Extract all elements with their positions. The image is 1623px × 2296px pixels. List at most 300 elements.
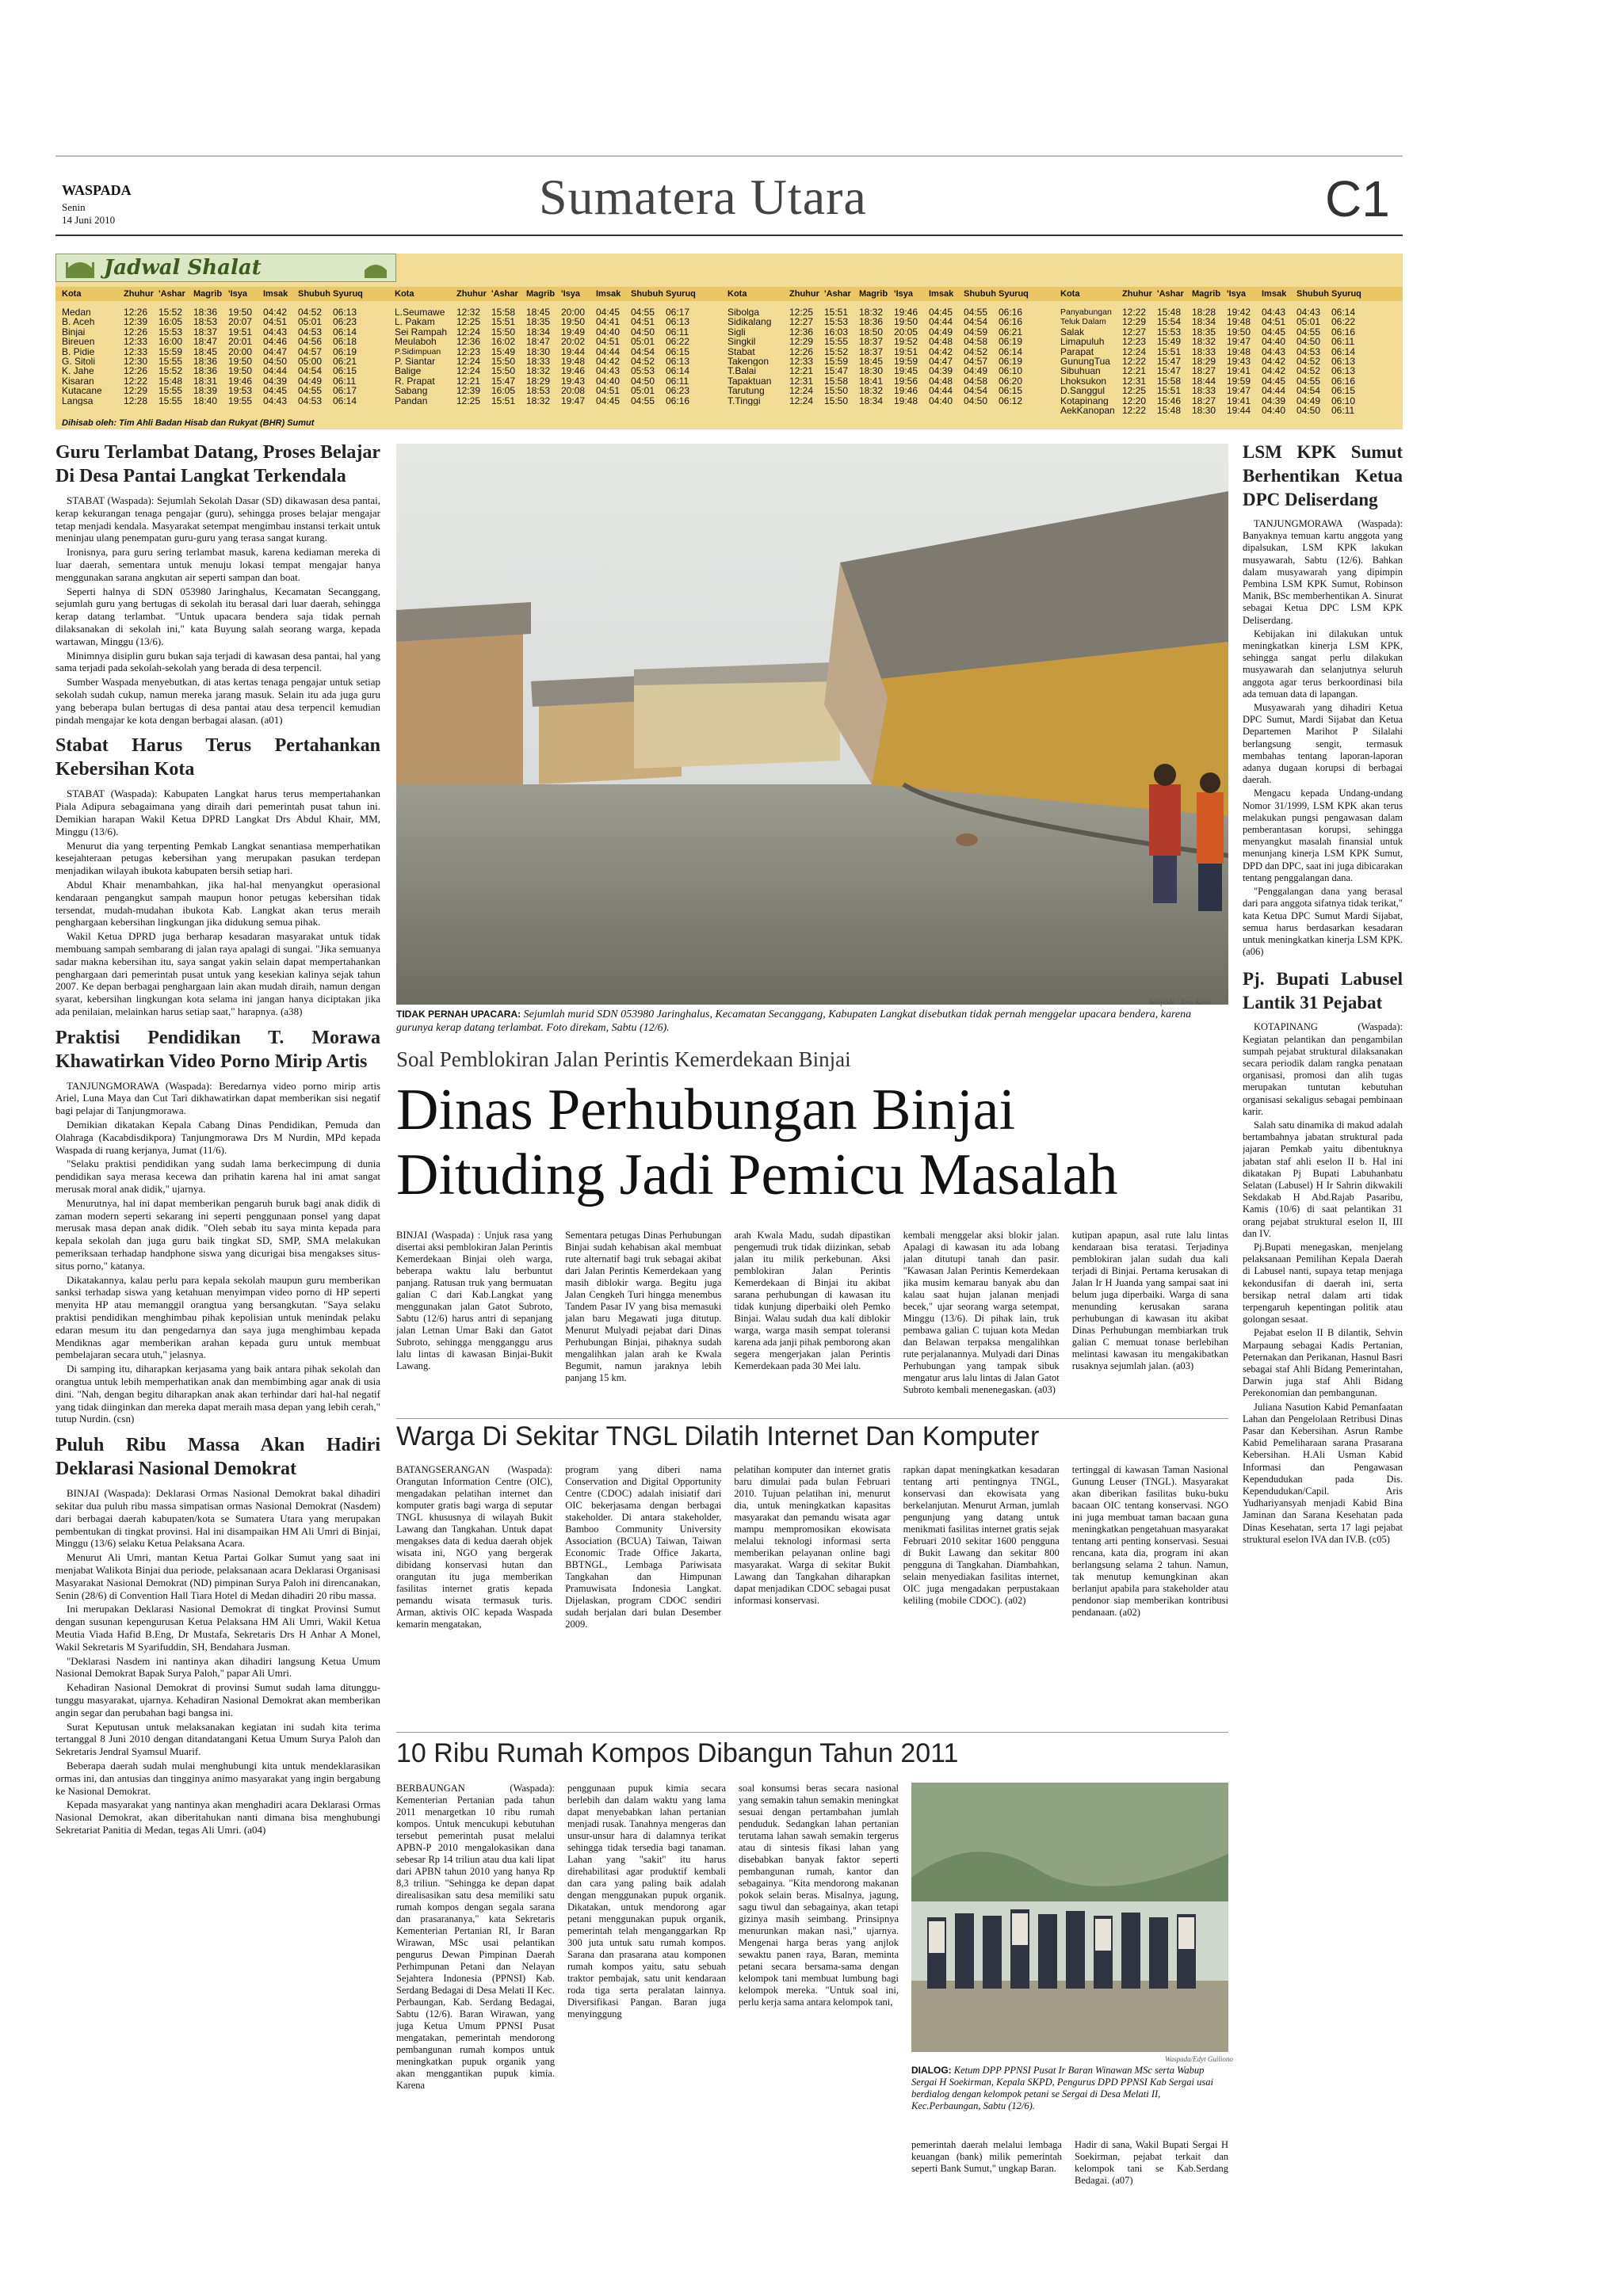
paragraph: "Deklarasi Nasdem ini nantinya akan dihadiri langsung Ketua Umum Nasional Demokrat Bapak Surya Paloh," papar Ali Umri.: [55, 1654, 380, 1680]
article-title-stabat: Stabat Harus Terus Pertahankan Kebersihan Kota: [55, 735, 380, 780]
prayer-city: Sabang: [395, 386, 428, 396]
prayer-time: 18:36: [859, 317, 884, 327]
prayer-time: 12:33: [789, 356, 814, 367]
prayer-city: Stabat: [727, 346, 755, 357]
prayer-time: 06:14: [333, 326, 357, 338]
prayer-time: 15:58: [491, 307, 516, 318]
prayer-city: G. Sitoli: [62, 356, 96, 367]
prayer-time: 04:45: [596, 395, 621, 406]
prayer-time: 19:41: [1227, 395, 1251, 406]
prayer-time: 16:02: [491, 337, 516, 347]
prayer-header-cell: Kota: [727, 289, 747, 299]
prayer-row: [727, 337, 1033, 346]
top-rule: [55, 155, 1403, 157]
prayer-time: 04:57: [964, 356, 988, 367]
prayer-header-cell: Shubuh: [631, 289, 663, 299]
prayer-time: 15:58: [1157, 376, 1182, 387]
prayer-time: 06:13: [666, 317, 690, 327]
article-column: pemerintah daerah melalui lembaga keuangan (bank) milik pemerintah seperti Bank Sumut," ungkap Baran.: [911, 2139, 1062, 2174]
paragraph: Menurutnya, hal ini dapat memberikan pengaruh buruk bagi anak didik di zaman modern seperti sekarang ini seperti penggunaan ponsel yang dapat merusak masa depan anak didik. "Oleh sebab itu saya minta kepada para kepala sekolah dan juga guru baik tingkat SD, SMP, SMA melakukan pemeriksaan terhadap handphone siswa yang dicurigai bisa mengakses situs-situs porno," katanya.: [55, 1196, 380, 1272]
prayer-header-cell: Imsak: [1262, 289, 1287, 299]
prayer-row: [395, 357, 701, 366]
prayer-city: Sibuhuan: [1060, 366, 1101, 376]
prayer-time: 04:43: [263, 395, 288, 406]
prayer-time: 18:29: [1192, 356, 1216, 367]
mosque-icon: [64, 257, 96, 280]
prayer-time: 15:47: [491, 376, 516, 387]
prayer-time: 12:24: [1122, 346, 1147, 357]
prayer-time: 15:46: [1157, 395, 1182, 406]
prayer-time: 05:53: [631, 366, 655, 376]
prayer-block-header: [62, 287, 368, 301]
prayer-time: 15:50: [491, 326, 516, 338]
article-column: kutipan apapun, asal rute lalu lintas kendaraan bisa teratasi. Terjadinya pemblokiran jalan sudah dua kali terjadi di Binjai. Pertama kerusakan di Jalan Ir H Juanda yang sampai saat ini belum juga diperbaiki. Warga di sana menunding kerusakan sarana perhubungan di kawasan itu akibat Dinas Perhubungan membiarkan truk galian C memuat tonase berlebihan melintasi kawasan itu mengakibatkan rusaknya sejumlah jalan. (a03): [1071, 1230, 1228, 1371]
prayer-time: 04:53: [298, 395, 323, 406]
prayer-time: 05:00: [298, 356, 323, 367]
prayer-time: 04:54: [1296, 386, 1321, 396]
paragraph: Seperti halnya di SDN 053980 Jaringhalus, Kecamatan Secanggang, sejumlah guru yang bertugas di sekolah itu berasal dari luar daerah, sehingga kerap datang terlambat. "Untuk upacara bendera saja tidak pernah dilaksanakan di sekolah ini," kata Buyung salah seorang warga, kepada wartawan, Minggu (13/6).: [55, 585, 380, 647]
prayer-block-header: [727, 287, 1033, 301]
prayer-time: 15:50: [491, 366, 516, 376]
prayer-header-cell: Syuruq: [666, 289, 696, 299]
article-column: tertinggal di kawasan Taman Nasional Gunung Leuser (TNGL). Masyarakat akan diberikan fasilitas buku-buku bacaan OIC tentang konservasi. NGO ini juga membuat taman bacaan guna meningkatkan pengetahuan masyarakat tentang arti penting konservasi. Sesuai rencana, kata dia, program ini akan berlangsung selama 2 tahun. Namun, tak menutup kemungkinan akan berlanjut apabila para stakeholder atau pendonor siap memberikan kontribusi pendanaan. (a02): [1071, 1464, 1228, 1618]
prayer-time: 04:42: [596, 356, 621, 367]
prayer-time: 06:21: [999, 326, 1023, 338]
prayer-time: 12:24: [456, 366, 481, 376]
right-column: [1243, 441, 1403, 2271]
prayer-time: 19:46: [228, 376, 253, 387]
article-column: rapkan dapat meningkatkan kesadaran tentang arti pentingnya TNGL, konservasi dan ekowisata yang berkelanjutan. Menurut Arman, jumlah pengunjung yang datang untuk menikmati fasilitas internet gratis sejak Februari 2010 sekitar 1600 pengguna di Bukit Lawang dan sekitar 800 pengguna di Tangkahan. Diambahkan, selain menyediakan fasilitas internet, OIC juga mengadakan perpustakaan keliling (mobile CDOC). (a02): [903, 1464, 1060, 1606]
prayer-time: 04:55: [1296, 376, 1321, 387]
prayer-row: [62, 347, 368, 357]
prayer-row: [395, 376, 701, 386]
prayer-time: 05:01: [298, 317, 323, 327]
prayer-time: 12:27: [1122, 326, 1147, 338]
prayer-time: 04:50: [1296, 337, 1321, 347]
prayer-time: 04:44: [929, 386, 953, 396]
prayer-time: 04:52: [964, 346, 988, 357]
paragraph: Minimnya disiplin guru bukan saja terjadi di kawasan desa pantai, hal yang sama terjadi pada sekolah-sekolah yang berada di desa terpencil.: [55, 649, 380, 674]
prayer-time: 04:53: [1296, 346, 1321, 357]
prayer-time: 04:49: [929, 326, 953, 338]
photo-caption-lead: TIDAK PERNAH UPACARA:: [396, 1009, 521, 1020]
prayer-time: 04:54: [964, 317, 988, 327]
prayer-city: Langsa: [62, 395, 94, 406]
prayer-time: 19:46: [894, 386, 918, 396]
prayer-time: 18:36: [193, 356, 218, 367]
prayer-header-cell: Magrib: [526, 289, 556, 299]
prayer-time: 04:50: [263, 356, 288, 367]
prayer-time: 18:47: [526, 337, 551, 347]
prayer-time: 12:31: [789, 376, 814, 387]
prayer-city: Limapuluh: [1060, 337, 1105, 347]
prayer-time: 04:54: [964, 386, 988, 396]
prayer-city: L.Seumawe: [395, 307, 445, 318]
article-body-labusel: [1243, 1021, 1403, 1546]
prayer-city: Teluk Dalam: [1060, 317, 1106, 327]
prayer-time: 06:21: [333, 356, 357, 367]
prayer-block-header: [395, 287, 701, 301]
mosque-dome-icon: [361, 257, 390, 280]
paragraph: Salah satu dinamika di makud adalah bertambahnya jabatan struktural pada jajaran Pemkab yaitu dibentuknya jabatan staf ahli eselon II b. Hal ini dikatakan Pj Bupati Labuhanbatu Selatan (Labusel) H Ir Sahrin dikwakili Sekdakab H Abd.Rajab Pasaribu, Kamis (10/6) di saat pelantikan 31 orang pejabat struktural eselon II, III dan IV.: [1243, 1119, 1403, 1239]
prayer-time: 04:41: [596, 317, 621, 327]
prayer-time: 06:23: [333, 317, 357, 327]
prayer-time: 12:24: [456, 326, 481, 338]
prayer-time: 18:40: [193, 395, 218, 406]
masthead-rule: [55, 235, 1403, 236]
prayer-time: 18:27: [1192, 366, 1216, 376]
prayer-time: 15:48: [1157, 405, 1182, 416]
prayer-time: 19:50: [228, 307, 253, 318]
prayer-time: 19:59: [1227, 376, 1251, 387]
article-column: arah Kwala Madu, sudah dipastikan pengemudi truk tidak diizinkan, sebab jalan itu milik perkebunan. Aksi pemblokiran Jalan Perintis Kemerdekaan di Binjai itu akibat sarana perhubungan di kawasan itu tidak kunjung diperbaiki oleh Pemko Binjai. Walau sudah dua kali diblokir warga, warga masih sempat toleransi karena ada janji pihak pemborong akan segera mengerjakan jalan Perintis Kemerdekaan pada 30 Mei lalu.: [734, 1230, 891, 1371]
prayer-city: Bireuen: [62, 337, 95, 347]
prayer-time: 15:47: [1157, 366, 1182, 376]
prayer-time: 12:29: [789, 337, 814, 347]
prayer-time: 18:35: [1192, 326, 1216, 338]
prayer-time: 04:55: [631, 307, 655, 318]
article-column: Hadir di sana, Wakil Bupati Sergai H Soekirman, pejabat terkait dan kelompok tani se Kab.Serdang Bedagai. (a07): [1075, 2139, 1228, 2186]
prayer-time: 06:20: [999, 376, 1023, 387]
prayer-time: 19:42: [1227, 307, 1251, 318]
prayer-time: 19:59: [894, 356, 918, 367]
prayer-time: 19:50: [228, 366, 253, 376]
prayer-time: 04:55: [631, 395, 655, 406]
prayer-time: 12:26: [124, 366, 148, 376]
prayer-time: 12:21: [1122, 366, 1147, 376]
prayer-time: 20:00: [228, 346, 253, 357]
prayer-block: [727, 287, 1033, 406]
photo-caption: [396, 1008, 1228, 1035]
prayer-time: 04:58: [964, 337, 988, 347]
prayer-time: 18:30: [526, 346, 551, 357]
prayer-row: [395, 317, 701, 326]
prayer-time: 12:21: [789, 366, 814, 376]
prayer-time: 04:47: [929, 356, 953, 367]
prayer-time: 04:51: [596, 386, 621, 396]
prayer-time: 05:01: [631, 386, 655, 396]
prayer-time: 12:24: [456, 356, 481, 367]
prayer-row: [1060, 327, 1366, 337]
masthead-day: Senin: [62, 201, 86, 213]
prayer-time: 04:42: [263, 307, 288, 318]
article-body-guru: [55, 494, 380, 726]
prayer-row: [727, 307, 1033, 317]
school-scene-image: [396, 444, 1228, 1005]
prayer-row: [395, 366, 701, 376]
prayer-time: 04:39: [1262, 395, 1286, 406]
prayer-schedule-footer: Dihisab oleh: Tim Ahli Badan Hisab dan Rukyat (BHR) Sumut: [62, 418, 315, 428]
prayer-time: 15:59: [824, 356, 849, 367]
prayer-header-cell: Imsak: [596, 289, 621, 299]
prayer-time: 19:47: [1227, 337, 1251, 347]
article-column: BINJAI (Waspada) : Unjuk rasa yang disertai aksi pemblokiran Jalan Perintis Kemerdekaan Binjai oleh warga, beberapa waktu lalu berbuntut panjang. Ratusan truk yang bermuatan galian C dari Kab.Langkat yang menggunakan jalan Gatot Subroto, Sabtu (12/6) harus antri di sepanjang jalan Letnan Umar Baki dan Gatot Subroto, sehingga mengganggu arus lalu lintas di kawasan Binjai-Bukit Lawang.: [396, 1230, 553, 1371]
prayer-time: 12:23: [1122, 337, 1147, 347]
prayer-city: P.Sidimpuan: [395, 346, 441, 357]
prayer-time: 06:19: [999, 356, 1023, 367]
prayer-row: [1060, 317, 1366, 326]
prayer-time: 12:24: [789, 395, 814, 406]
prayer-time: 12:26: [124, 326, 148, 338]
prayer-time: 12:22: [1122, 356, 1147, 367]
prayer-time: 19:50: [894, 317, 918, 327]
prayer-time: 04:50: [631, 326, 655, 338]
prayer-time: 04:40: [929, 395, 953, 406]
paragraph: TANJUNGMORAWA (Waspada): Banyaknya temuan kartu anggota yang dipalsukan, LSM KPK lakukan musyawarah, Sabtu (12/6). Bahkan dalam musyawarah yang dipimpin Pembina LSM KPK Sumut, Robinson Manik, BSc memberhentikan A. Sinurat sebagai Ketua DPC LSM KPK Deliserdang.: [1243, 518, 1403, 626]
paragraph: Kehadiran Nasional Demokrat di provinsi Sumut sudah lama ditunggu-tunggu masyarakat, ujarnya. Kehadiran Nasional Demokrat akan memberikan angin segar dan perubahan bagi bangsa ini.: [55, 1681, 380, 1718]
prayer-time: 04:50: [1296, 405, 1321, 416]
prayer-row: [1060, 396, 1366, 406]
prayer-time: 18:41: [859, 376, 884, 387]
prayer-time: 06:19: [999, 337, 1023, 347]
prayer-row: [395, 347, 701, 357]
main-kicker: Soal Pemblokiran Jalan Perintis Kemerdekaan Binjai: [396, 1047, 851, 1071]
prayer-city: Lhoksukon: [1060, 376, 1107, 387]
prayer-time: 06:15: [999, 386, 1023, 396]
prayer-city: T.Balai: [727, 366, 757, 376]
prayer-row: [1060, 307, 1366, 317]
prayer-time: 12:36: [789, 326, 814, 338]
kompos-photo-credit: Waspada/Edyt Guiliono: [1165, 2055, 1233, 2063]
prayer-block: [62, 287, 368, 406]
prayer-time: 19:46: [561, 366, 586, 376]
prayer-time: 06:11: [666, 326, 689, 338]
prayer-time: 12:30: [124, 356, 148, 367]
left-column: [55, 441, 380, 2271]
prayer-time: 19:45: [894, 366, 918, 376]
prayer-time: 18:34: [526, 326, 551, 338]
prayer-time: 18:33: [1192, 386, 1216, 396]
prayer-time: 04:51: [1262, 317, 1286, 327]
prayer-time: 19:44: [561, 346, 586, 357]
prayer-time: 04:55: [1296, 326, 1321, 338]
prayer-header-cell: Kota: [1060, 289, 1080, 299]
prayer-city: T.Tinggi: [727, 395, 761, 406]
prayer-city: Sigli: [727, 326, 746, 338]
prayer-block: [1060, 287, 1366, 415]
paragraph: TANJUNGMORAWA (Waspada): Beredarnya video porno mirip artis Ariel, Luna Maya dan Cut Tari dikhawatirkan dapat memberikan sisi negatif bagi pelajar di Tanjungmorawa.: [55, 1079, 380, 1117]
prayer-time: 04:54: [631, 346, 655, 357]
prayer-header-cell: Syuruq: [999, 289, 1029, 299]
prayer-time: 06:13: [333, 307, 357, 318]
prayer-row: [1060, 347, 1366, 357]
article-title-nasdem: Puluh Ribu Massa Akan Hadiri Deklarasi Nasional Demokrat: [55, 1435, 380, 1480]
prayer-row: [62, 317, 368, 326]
prayer-time: 06:15: [333, 366, 357, 376]
prayer-time: 15:53: [158, 326, 183, 338]
prayer-row: [395, 337, 701, 346]
prayer-time: 04:43: [596, 366, 621, 376]
prayer-time: 04:42: [929, 346, 953, 357]
prayer-time: 12:22: [124, 376, 148, 387]
photo-credit: Waspada / Ilmu Kasir: [1149, 998, 1212, 1006]
kompos-rule: [396, 1732, 1228, 1733]
prayer-row: [395, 307, 701, 317]
prayer-time: 12:21: [456, 376, 481, 387]
prayer-time: 15:53: [1157, 326, 1182, 338]
prayer-time: 18:36: [193, 366, 218, 376]
prayer-time: 19:46: [894, 307, 918, 318]
prayer-time: 04:39: [929, 366, 953, 376]
paragraph: Ironisnya, para guru sering terlambat masuk, karena kediaman mereka di luar daerah, sementara untuk menuju lokasi tempat mengajar hanya menggunakan sarana angkutan air seperti sampan dan boat.: [55, 546, 380, 583]
prayer-time: 04:40: [1262, 337, 1286, 347]
prayer-row: [1060, 337, 1366, 346]
prayer-time: 19:44: [1227, 405, 1251, 416]
prayer-time: 04:52: [298, 307, 323, 318]
paragraph: Di samping itu, diharapkan kerjasama yang baik antara pihak sekolah dan orangtua untuk lebih memperhatikan anak dan membimbing agar anak di usia dini. "Nah, dengan begitu diharapkan anak akan terhindar dari hal-hal negatif yang tidak diinginkan dan mereka dapat meraih masa depan yang lebih cerah," tutup Nurdin. (csn): [55, 1363, 380, 1425]
prayer-time: 04:43: [263, 326, 288, 338]
prayer-time: 19:56: [894, 376, 918, 387]
prayer-time: 04:40: [1262, 405, 1286, 416]
prayer-row: [727, 376, 1033, 386]
kompos-caption-text: Ketum DPP PPNSI Pusat Ir Baran Winawan MSc serta Wabup Sergai H Soekirman, Kepala SKPD, Pengurus DPD PPNSI Kab Sergai usai berdialog dengan kelompok petani se Sergai di Desa Melati II, Kec.Perbaungan, Sabtu (12/6).: [911, 2065, 1213, 2111]
prayer-row: [727, 347, 1033, 357]
prayer-time: 15:48: [158, 376, 183, 387]
prayer-city: Tarutung: [727, 386, 765, 396]
prayer-time: 12:29: [1122, 317, 1147, 327]
prayer-time: 04:55: [298, 386, 323, 396]
article-title-labusel: Pj. Bupati Labusel Lantik 31 Pejabat: [1243, 969, 1403, 1013]
prayer-row: [727, 327, 1033, 337]
paragraph: Ini merupakan Deklarasi Nasional Demokrat di tingkat Provinsi Sumut dengan susunan kepengurusan Ketua Pelaksana HM Ali Umri, Wakil Ketua Meutia Viada Hafid B.Eng, Dr Mustafa, Sekretaris Drs H Anhar A Monel, Wakil Sekretaris M Syarifuddin, SH, Bendahara Jusman.: [55, 1603, 380, 1653]
prayer-time: 15:50: [824, 386, 849, 396]
prayer-time: 12:29: [124, 386, 148, 396]
prayer-header-cell: Magrib: [859, 289, 888, 299]
prayer-time: 12:27: [789, 317, 814, 327]
prayer-time: 12:39: [456, 386, 481, 396]
prayer-city: Sibolga: [727, 307, 760, 318]
prayer-header-cell: Imsak: [263, 289, 288, 299]
prayer-city: Salak: [1060, 326, 1085, 338]
prayer-schedule-title: Jadwal Shalat: [104, 256, 262, 280]
main-photo: [396, 444, 1228, 1005]
prayer-row: [62, 386, 368, 395]
prayer-time: 06:10: [1331, 395, 1356, 406]
prayer-time: 04:48: [929, 376, 953, 387]
paragraph: Kebijakan ini dilakukan untuk meningkatkan kinerja LSM KPK, sehingga sangat perlu dilakukan musyawarah dan selanjutnya seluruh anggota agar terus berkoordinasi bila ada temuan data di lapangan.: [1243, 627, 1403, 700]
prayer-header-cell: Shubuh: [1296, 289, 1329, 299]
paragraph: STABAT (Waspada): Sejumlah Sekolah Dasar (SD) dikawasan desa pantai, kerap kekurangan tenaga pengajar (guru), sehingga proses belajar mengajar tetap menjadi kendala. Masyarakat setempat mengimbau instansi terkait untuk meninjau ulang penempatan guru-guru yang terasa sangat kurang.: [55, 494, 380, 544]
prayer-time: 18:37: [859, 337, 884, 347]
prayer-time: 20:02: [561, 337, 586, 347]
prayer-block: [395, 287, 701, 406]
prayer-time: 19:48: [1227, 317, 1251, 327]
prayer-time: 12:26: [789, 346, 814, 357]
prayer-header-cell: Shubuh: [964, 289, 996, 299]
prayer-header-cell: 'Isya: [228, 289, 248, 299]
prayer-time: 04:50: [964, 395, 988, 406]
prayer-time: 04:42: [1262, 356, 1286, 367]
prayer-header-cell: Syuruq: [1331, 289, 1361, 299]
prayer-header-cell: 'Ashar: [158, 289, 185, 299]
main-headline-line2: Dituding Jadi Pemicu Masalah: [396, 1142, 1118, 1207]
prayer-time: 12:26: [124, 307, 148, 318]
prayer-time: 04:45: [263, 386, 288, 396]
prayer-header-cell: Zhuhur: [1122, 289, 1152, 299]
prayer-time: 06:15: [1331, 386, 1356, 396]
prayer-time: 06:13: [1331, 356, 1356, 367]
prayer-time: 06:17: [333, 386, 357, 396]
prayer-time: 04:49: [964, 366, 988, 376]
prayer-time: 19:47: [1227, 386, 1251, 396]
prayer-row: [62, 376, 368, 386]
prayer-time: 06:11: [1331, 405, 1355, 416]
prayer-time: 04:50: [631, 376, 655, 387]
prayer-time: 15:50: [824, 395, 849, 406]
prayer-row: [1060, 386, 1366, 395]
kompos-title: 10 Ribu Rumah Kompos Dibangun Tahun 2011: [396, 1738, 959, 1768]
article-title-lsm: LSM KPK Sumut Berhentikan Ketua DPC Deliserdang: [1243, 442, 1403, 509]
prayer-time: 04:55: [964, 307, 988, 318]
prayer-time: 06:14: [1331, 307, 1356, 318]
prayer-time: 12:36: [456, 337, 481, 347]
prayer-city: Sei Rampah: [395, 326, 448, 338]
prayer-time: 19:50: [1227, 326, 1251, 338]
prayer-time: 15:55: [158, 395, 183, 406]
prayer-time: 06:12: [999, 395, 1023, 406]
prayer-time: 04:49: [298, 376, 323, 387]
prayer-time: 04:44: [596, 346, 621, 357]
prayer-row: [1060, 406, 1366, 415]
prayer-time: 12:25: [456, 317, 481, 327]
prayer-time: 04:47: [263, 346, 288, 357]
prayer-row: [1060, 357, 1366, 366]
prayer-time: 05:01: [631, 337, 655, 347]
prayer-time: 15:55: [824, 337, 849, 347]
article-column: Sementara petugas Dinas Perhubungan Binjai sudah kehabisan akal membuat rute alternatif bagi truk sebagai akibat dari Jalan Perintis Kemerdekaan yang masih diblokir warga. Begitu juga Jalan Cengkeh Turi hingga menembus Tandem Pasar IV yang bisa memasuki jalan baru Megawati juga ditutup. Menurut Mulyadi pejabat dari Dinas Perhubungan Binjai, pihaknya sudah mengalihkan jalan arah ke Kwala Begumit, namun jaraknya lebih panjang 15 km.: [565, 1230, 722, 1383]
prayer-time: 04:51: [631, 317, 655, 327]
prayer-time: 12:39: [124, 317, 148, 327]
prayer-time: 06:11: [666, 376, 689, 387]
prayer-time: 04:43: [1262, 346, 1286, 357]
prayer-time: 06:13: [1331, 366, 1356, 376]
prayer-time: 04:52: [1296, 366, 1321, 376]
photo-caption-text: Sejumlah murid SDN 053980 Jaringhalus, Kecamatan Secanggang, Kabupaten Langkat disebutkan tidak pernah menggelar upacara bendera, karena gurunya kerap datang terlambat. Foto direkam, Sabtu (12/6).: [396, 1009, 1192, 1034]
prayer-time: 06:16: [999, 317, 1023, 327]
prayer-time: 20:05: [894, 326, 918, 338]
article-column: pelatihan komputer dan internet gratis baru dimulai pada bulan Februari 2010. Tujuan pelatihan ini, menurut dia, untuk meningkatkan kapasitas masyarakat dan pemandu wisata agar mampu mempromosikan ekowisata melalui teknologi informasi serta memberikan pelayanan online bagi masyarakat. Warga di sekitar Bukit Lawang dan Tangkahan diharapkan dapat menjadikan CDOC sebagai pusat informasi konservasi.: [734, 1464, 891, 1606]
prayer-city: GunungTua: [1060, 356, 1110, 367]
prayer-time: 12:22: [1122, 307, 1147, 318]
prayer-city: Kotapinang: [1060, 395, 1109, 406]
paragraph: Abdul Khair menambahkan, jika hal-hal menyangkut operasional kendaraan pengangkut sampah maupun honor petugas kebersihan tidak tersendat, mudah-mudahan ibukota Kab. Langkat akan terus meraih penghargaan kebersihan lingkungan jika didukung semua pihak.: [55, 878, 380, 929]
prayer-time: 06:11: [1331, 337, 1355, 347]
prayer-time: 04:46: [263, 337, 288, 347]
prayer-city: R. Prapat: [395, 376, 435, 387]
prayer-time: 18:53: [526, 386, 551, 396]
prayer-time: 06:22: [1331, 317, 1356, 327]
prayer-time: 06:15: [666, 346, 690, 357]
prayer-time: 19:55: [228, 395, 253, 406]
kompos-photo-caption: [911, 2065, 1228, 2112]
prayer-time: 12:25: [456, 395, 481, 406]
prayer-time: 15:51: [824, 307, 849, 318]
article-column: soal konsumsi beras secara nasional yang semakin tahun semakin meningkat sesuai dengan pertambahan jumlah penduduk. Sedangkan lahan pertanian terutama lahan sawah semakin tergerus atau di sintesis fikasi lahan yang disebabkan banyak faktor seperti pembangunan rumah, kantor dan sebagainya. "Kita mendorong makanan pokok selain beras. Misalnya, jagung, sagu tiwul dan sebagainya, akan tetapi gizinya masih seimbang. Prinsipnya menurunkan makan nasi," ujarnya. Mengenai harga beras yang anjlok sewaktu panen raya, Baran, meminta petani secara bersama-sama dengan kelompok tani membuat lumbung bagi kelompok mereka. "Untuk soal ini, perlu kerja sama antara kelompok tani,: [739, 1783, 899, 2008]
prayer-time: 19:43: [561, 376, 586, 387]
article-body-stabat: [55, 788, 380, 1017]
prayer-row: [1060, 366, 1366, 376]
prayer-time: 18:32: [859, 307, 884, 318]
prayer-time: 04:49: [1296, 395, 1321, 406]
prayer-header-cell: Kota: [395, 289, 414, 299]
prayer-time: 04:44: [263, 366, 288, 376]
article-column: kembali menggelar aksi blokir jalan. Apalagi di kawasan itu ada lobang jalan ditutupi tanah dan pasir. "Kawasan Jalan Perintis Kemerdekaan jika musim kemarau banyak abu dan kalau saat hujan jalanan menjadi becek," ujar seorang warga setempat, Minggu (13/6). Di pihak lain, truk pembawa galian C tujuan kota Medan dan Belawan terpaksa mengalihkan rute perjalanannya. Mulyadi dari Dinas Perhubungan yang tampak sibuk mengatur arus lalu lintas di Jalan Gatot Subroto kembali menenegaskan. (a03): [903, 1230, 1060, 1395]
prayer-time: 19:48: [1227, 346, 1251, 357]
prayer-time: 18:33: [1192, 346, 1216, 357]
prayer-time: 06:14: [666, 366, 690, 376]
prayer-city: Meulaboh: [395, 337, 437, 347]
prayer-row: [727, 386, 1033, 395]
